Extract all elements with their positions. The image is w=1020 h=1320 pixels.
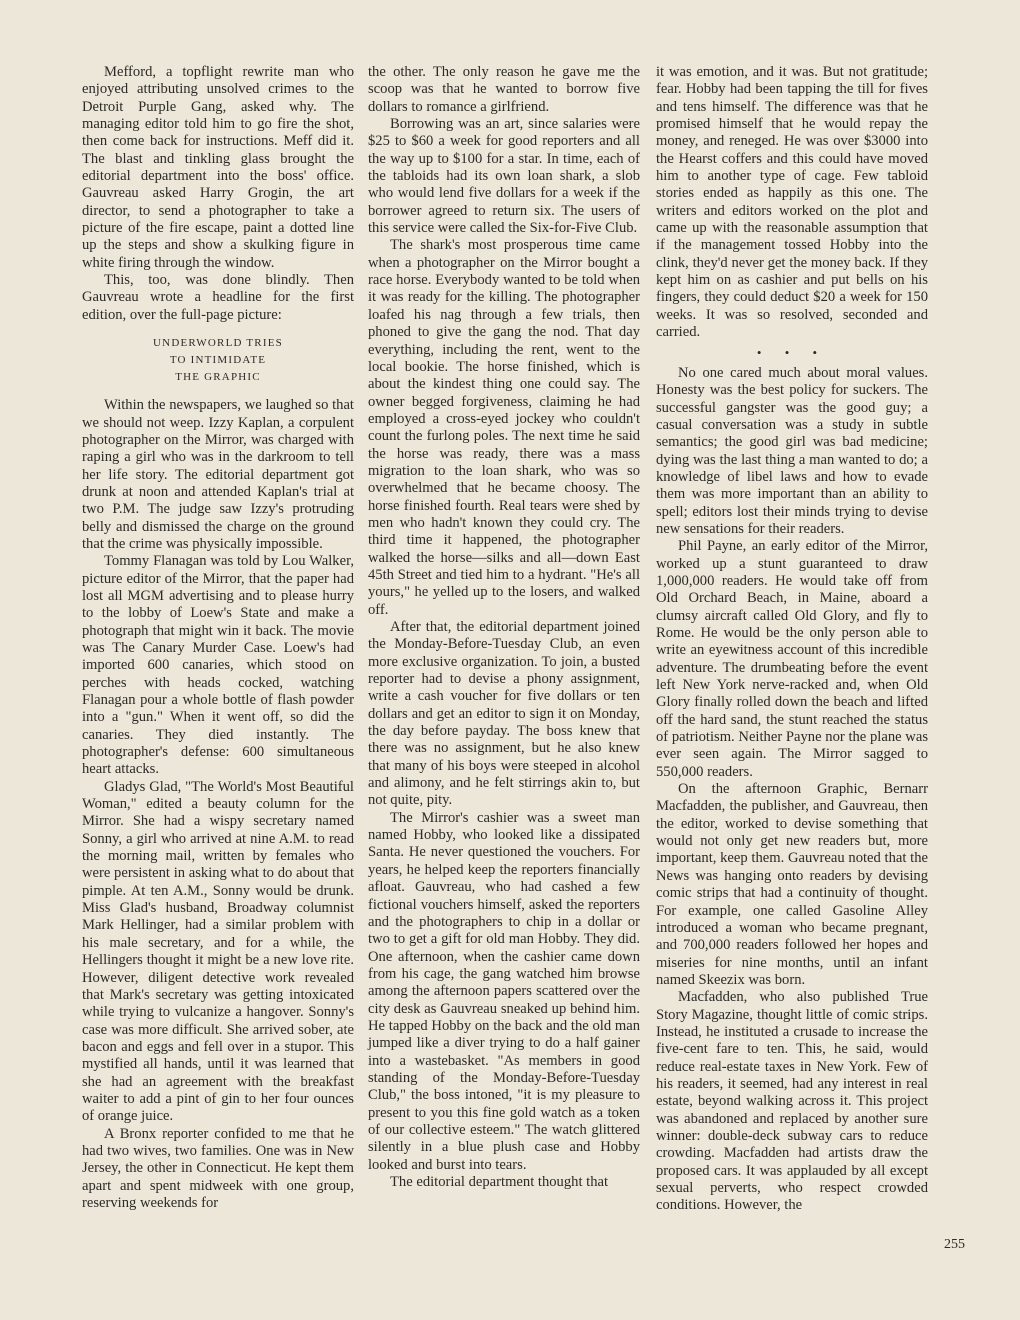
- paragraph: Mefford, a topflight rewrite man who enjoyed attributing unsolved crimes to the Detroit Purple Gang, asked why. The managing editor told him to go fire the shot, then come back for instructions. Meff did it. The blast and tinkling glass brought the editorial department into the boss' office. Gauvreau asked Harry Grogin, the art director, to send a photographer to take a picture of the fire escape, paint a dotted line up the steps and show a skulking figure in white firing through the window.: [82, 64, 354, 271]
- paragraph: it was emotion, and it was. But not gratitude; fear. Hobby had been tapping the till for fives and tens himself. The difference was that he promised himself that he would repay the money, and reneged. He was over $3000 into the Hearst coffers and this could have moved him to another type of cage. Few tabloid stories ended as happily as this one. The writers and editors worked on the plot and came up with the reasonable assumption that if the management tossed Hobby into the clink, they'd never get the money back. If they kept him on as cashier and put bells on his fingers, they could deduct $20 a week for 150 weeks. It was so resolved, seconded and carried.: [656, 64, 928, 341]
- paragraph: This, too, was done blindly. Then Gauvreau wrote a headline for the first edition, over the full-page picture:: [82, 272, 354, 323]
- paragraph: Tommy Flanagan was told by Lou Walker, picture editor of the Mirror, that the paper had lost all MGM advertising and to please hurry to the lobby of Loew's State and make a photograph that might win it back. The movie was The Canary Murder Case. Loew's had imported 600 canaries, which stood on perches with heads cocked, watching Flanagan pour a whole bottle of flash powder into a "gun." When it went off, so did the canaries. They died instantly. The photographer's defense: 600 simultaneous heart attacks.: [82, 553, 354, 778]
- paragraph: Macfadden, who also published True Story Magazine, thought little of comic strips. Instead, he instituted a crusade to increase the five-cent fare to ten. This, he said, would reduce real-estate taxes in New York. Few of his readers, it seemed, had any interest in real estate, beyond walking across it. This project was abandoned and replaced by another sure winner: double-deck subway cars to reduce crowding. Macfadden had artists draw the proposed cars. It was applauded by all except sexual perverts, who respect crowded conditions. However, the: [656, 989, 928, 1214]
- paragraph: The Mirror's cashier was a sweet man named Hobby, who looked like a dissipated Santa. He never questioned the vouchers. For years, he helped keep the reporters financially afloat. Gauvreau, who had cashed a few fictional vouchers himself, asked the reporters and the photographers to chip in a dollar or two to get a gift for old man Hobby. They did. One afternoon, when the cashier came down from his cage, the gang watched him browse among the afternoon papers scattered over the city desk as Gauvreau sneaked up behind him. He tapped Hobby on the back and the old man jumped like a diver trying to do a half gainer into a wastebasket. "As members in good standing of the Monday-Before-Tuesday Club," the boss intoned, "it is my pleasure to present to you this fine gold watch as a token of our collective esteem." The watch glittered silently in a blue plush case and Hobby looked and burst into tears.: [368, 809, 640, 1173]
- text-column-3: [656, 64, 928, 1215]
- paragraph: On the afternoon Graphic, Bernarr Macfadden, the publisher, and Gauvreau, then the editor, worked to devise something that would not only get new readers but, more important, keep them. Gauvreau noted that the News was hanging onto readers by devising comic strips that had a continuity of thought. For example, one called Gasoline Alley introduced a woman who became pregnant, and 700,000 readers followed her hopes and miseries for nine months, until an infant named Skeezix was born.: [656, 781, 928, 988]
- text-column-1: [82, 64, 354, 1212]
- paragraph: No one cared much about moral values. Honesty was the best policy for suckers. The successful gangster was the good guy; a casual conversation was a study in subtle semantics; the good girl was bad medicine; dying was the last thing a man wanted to do; a knowledge of libel laws and how to evade them was more important than an ability to spell; editors lost their minds trying to devise new sensations for their readers.: [656, 364, 928, 537]
- paragraph: Borrowing was an art, since salaries were $25 to $60 a week for good reporters and all the way up to $100 for a star. In time, each of the tabloids had its own loan shark, a slob who would lend five dollars for a week if the borrower agreed to return six. The users of this service were called the Six-for-Five Club.: [368, 116, 640, 237]
- text-column-2: [368, 64, 640, 1191]
- paragraph: The editorial department thought that: [390, 1174, 609, 1190]
- paragraph: Phil Payne, an early editor of the Mirror, worked up a stunt guaranteed to draw 1,000,000 readers. He would take off from Old Orchard Beach, in Maine, aboard a clumsy aircraft called Old Glory, and fly to Rome. He would be the only person able to write an eyewitness account of this incredible adventure. The drumbeating before the event left New York nerve-racked and, when Old Glory finally rolled down the beach and lifted off the hard sand, the stunt reached the status of patriotism. Neither Payne nor the plane was ever seen again. The Mirror sagged to 550,000 readers.: [656, 538, 928, 780]
- paragraph: the other. The only reason he gave me the scoop was that he wanted to borrow five dollars to romance a girlfriend.: [368, 64, 640, 115]
- paragraph: Within the newspapers, we laughed so that we should not weep. Izzy Kaplan, a corpulent photographer on the Mirror, was charged with raping a girl who was in the darkroom to tell her life story. The editorial department got drunk at noon and attended Kaplan's trial at two P.M. The judge saw Izzy's protruding belly and dismissed the charge on the ground that the crime was physically impossible.: [82, 397, 354, 552]
- paragraph: A Bronx reporter confided to me that he had two wives, two families. One was in New Jersey, the other in Connecticut. He kept them apart and spent midweek with one group, reserving weekends for: [82, 1125, 354, 1211]
- page-number: 255: [944, 1237, 965, 1252]
- headline-line: TO INTIMIDATE: [169, 354, 267, 367]
- paragraph: The shark's most prosperous time came when a photographer on the Mirror bought a race horse. Everybody wanted to be told when it was ready for the killing. The photographer loafed his nag through a few trials, then phoned to give the gang the nod. That day everything, including the rent, went to the local bookie. The horse finished, which is about the kindest thing one could say. The owner begged forgiveness, claiming he had employed a cross-eyed jockey who couldn't count the furlong poles. The next time he said the horse was ready, there was a mass migration to the loan shark, who was so overwhelmed that he became choosy. The horse finished fourth. Real tears were shed by men who hadn't known they could cry. The third time it happened, the photographer walked the horse—silks and all—down East 45th Street and tied him to a hydrant. "He's all yours," he yelled up to the losers, and walked off.: [368, 237, 640, 618]
- headline-line: UNDERWORLD TRIES: [153, 337, 283, 350]
- paragraph: Gladys Glad, "The World's Most Beautiful Woman," edited a beauty column for the Mirror. She had a wispy secretary named Sonny, a girl who arrived at nine A.M. to read the morning mail, written by females who were persistent in asking what to do about that pimple. At ten A.M., Sonny would be drunk. Miss Glad's husband, Broadway columnist Mark Hellinger, had a similar problem with his male secretary, and for a while, the Hellingers thought it might be a new love rite. However, diligent detective work revealed that Mark's secretary was getting intoxicated while trying to vulcanize a hangover. Sonny's case was more difficult. She arrived sober, ate bacon and eggs and fell over in a stupor. This mystified all hands, until it was learned that she had an agreement with the breakfast waiter to add a pint of gin to her four ounces of orange juice.: [82, 778, 354, 1125]
- headline-line: THE GRAPHIC: [175, 371, 261, 384]
- paragraph: After that, the editorial department joined the Monday-Before-Tuesday Club, an even more exclusive organization. To join, a busted reporter had to devise a phony assignment, write a cash voucher for five dollars or ten dollars and get an editor to sign it on Monday, the day before payday. The boss knew that there was no assignment, but he also knew that many of his boys were steeped in alcohol and alimony, and he felt stirrings akin to, but not quite, pity.: [368, 619, 640, 809]
- section-break-dots: • • •: [756, 344, 828, 360]
- inset-headline: [82, 335, 354, 386]
